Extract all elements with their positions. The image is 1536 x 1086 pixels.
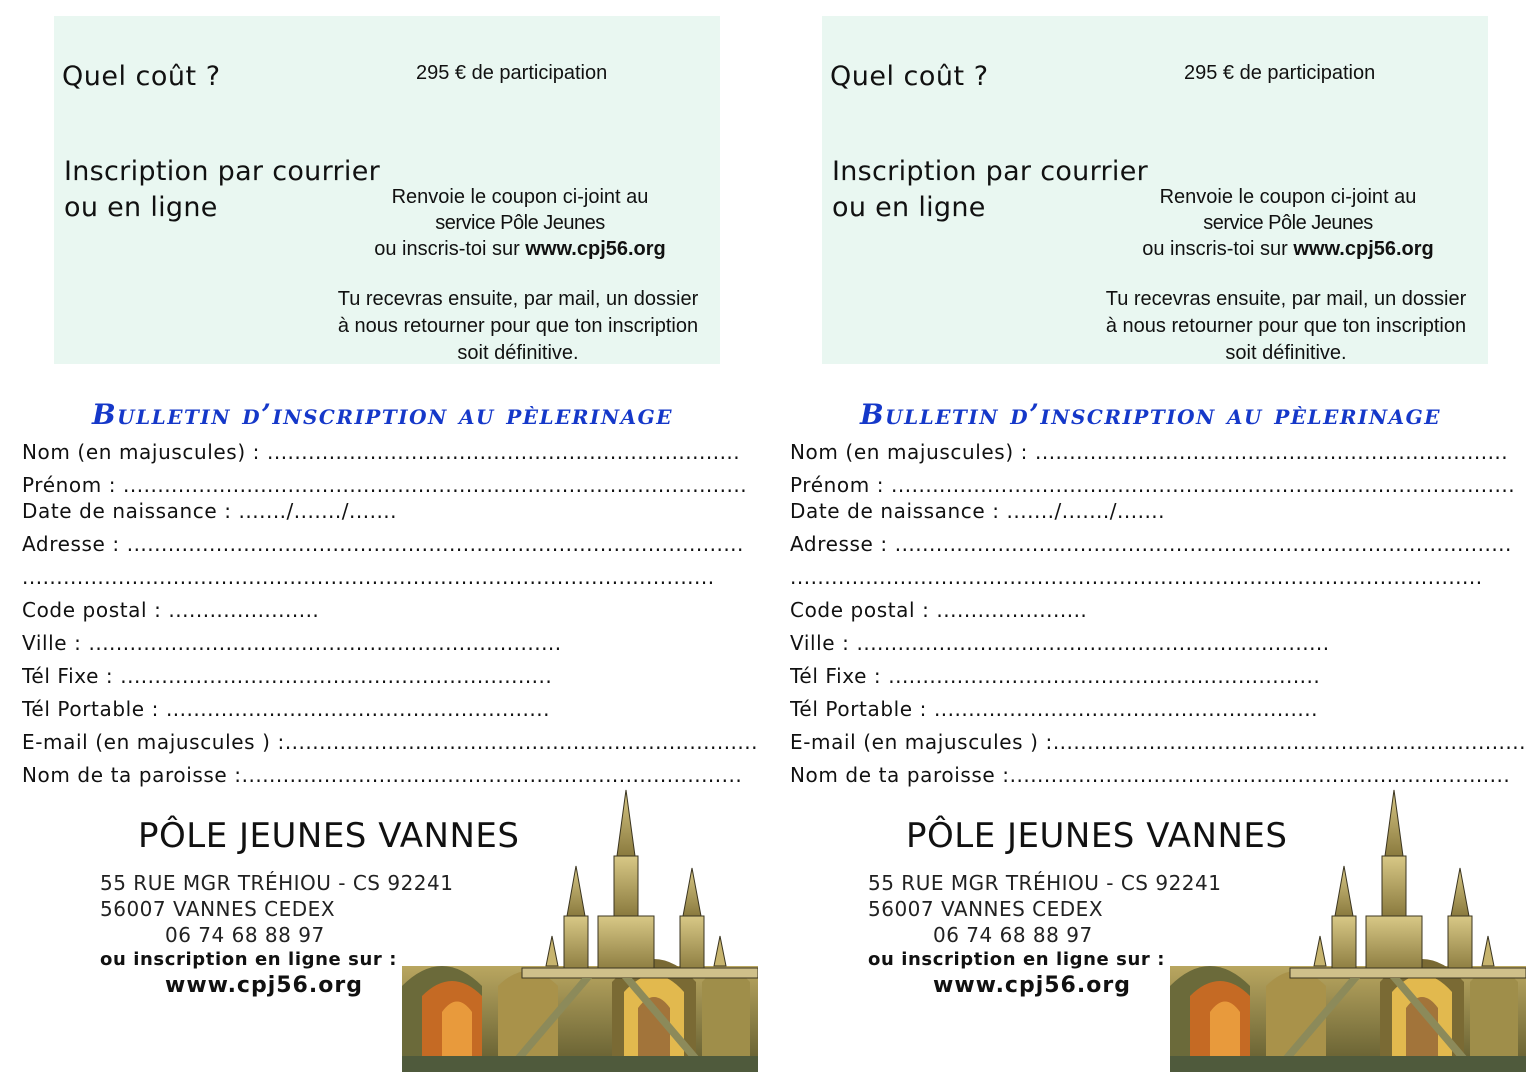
cost-value: 295 € de participation: [416, 62, 608, 84]
form-field-blank[interactable]: .....................................................................: [284, 730, 758, 754]
form-field-blank[interactable]: ..........................................................................................: [894, 532, 1512, 556]
form-field-row[interactable]: [22, 631, 562, 655]
form-field-blank[interactable]: ........................................................: [165, 697, 550, 721]
form-field-label: Prénom :: [790, 473, 892, 497]
form-field-label: Code postal :: [790, 598, 937, 622]
form-field-row[interactable]: [790, 763, 1510, 787]
dossier-line1: Tu recevras ensuite, par mail, un dossier: [1105, 288, 1467, 310]
instruction-line2: service Pôle Jeunes: [1203, 212, 1373, 234]
instruction-line3-prefix: ou inscris-toi sur: [1142, 238, 1294, 260]
form-field-label: Prénom :: [22, 473, 124, 497]
form-field-row[interactable]: [790, 730, 1526, 754]
form-field-row[interactable]: [22, 664, 552, 688]
form-field-label: Date de naissance :: [790, 499, 1007, 523]
inscription-heading-line2: ou en ligne: [832, 192, 986, 223]
inscription-heading-line1: Inscription par courrier: [64, 156, 381, 187]
form-field-blank[interactable]: .........................................................................: [241, 763, 743, 787]
form-field-row[interactable]: [22, 440, 740, 464]
dossier-line2: à nous retourner pour que ton inscription: [1105, 315, 1467, 337]
form-field-blank[interactable]: .....................................................................: [88, 631, 562, 655]
form-field-label: Nom (en majuscules) :: [790, 440, 1035, 464]
form-field-blank[interactable]: ..........................................................................................: [126, 532, 744, 556]
online-registration-text: ou inscription en ligne sur :: [868, 949, 1166, 970]
address-line2: 56007 VANNES CEDEX: [100, 897, 336, 921]
form-field-label: Ville :: [790, 631, 857, 655]
inscription-instructions: [316, 184, 724, 262]
form-field-label: Ville :: [22, 631, 89, 655]
cost-heading: Quel coût ?: [62, 61, 221, 92]
basilica-illustration: [1170, 786, 1526, 1072]
form-field-label: Tél Fixe :: [22, 664, 121, 688]
dossier-note: [316, 286, 720, 367]
form-field-row[interactable]: [790, 499, 1165, 523]
form-field-row[interactable]: [22, 532, 744, 556]
form-field-row[interactable]: [790, 598, 1087, 622]
online-registration-url[interactable]: www.cpj56.org: [933, 973, 1131, 998]
form-field-label: Nom (en majuscules) :: [22, 440, 267, 464]
dossier-line2: à nous retourner pour que ton inscription: [337, 315, 699, 337]
form-field-blank[interactable]: ...............................................................: [888, 664, 1321, 688]
instruction-line2: service Pôle Jeunes: [435, 212, 605, 234]
form-field-row[interactable]: [22, 697, 550, 721]
form-field-blank[interactable]: .....................................................................: [1052, 730, 1526, 754]
instruction-line3: [316, 236, 724, 262]
info-box: [822, 16, 1488, 364]
coupon-panel-right: [768, 0, 1536, 1086]
form-field-row[interactable]: [790, 631, 1330, 655]
inscription-instructions: [1084, 184, 1492, 262]
info-box: [54, 16, 720, 364]
website-link[interactable]: www.cpj56.org: [525, 238, 666, 260]
website-link[interactable]: www.cpj56.org: [1293, 238, 1434, 260]
form-field-row[interactable]: [790, 565, 1483, 589]
form-field-row[interactable]: [22, 499, 397, 523]
dossier-line1: Tu recevras ensuite, par mail, un dossier: [337, 288, 699, 310]
bulletin-title: Bulletin d’inscription au pèlerinage: [860, 398, 1441, 431]
form-field-row[interactable]: [790, 697, 1318, 721]
instruction-line1: Renvoie le coupon ci-joint au: [391, 186, 649, 208]
dossier-line3: soit définitive.: [457, 342, 579, 364]
form-field-label: Nom de ta paroisse :: [790, 763, 1010, 787]
form-field-row[interactable]: [22, 473, 747, 497]
form-field-label: Adresse :: [790, 532, 895, 556]
address-line2: 56007 VANNES CEDEX: [868, 897, 1104, 921]
form-field-blank[interactable]: .....................................................................................................: [790, 565, 1483, 589]
dossier-note: [1084, 286, 1488, 367]
form-field-blank[interactable]: ......................: [168, 598, 320, 622]
form-field-row[interactable]: [790, 664, 1320, 688]
form-field-blank[interactable]: ...........................................................................................: [123, 473, 748, 497]
cost-value: 295 € de participation: [1184, 62, 1376, 84]
form-field-label: Tél Portable :: [790, 697, 934, 721]
form-field-blank[interactable]: ........................................................: [933, 697, 1318, 721]
instruction-line3: [1084, 236, 1492, 262]
org-name: PÔLE JEUNES VANNES: [138, 816, 520, 856]
form-field-blank[interactable]: ......................: [936, 598, 1088, 622]
form-field-blank[interactable]: .....................................................................: [266, 440, 741, 464]
form-field-label: Code postal :: [22, 598, 169, 622]
form-field-label: E-mail (en majuscules ) :: [22, 730, 285, 754]
phone-number: 06 74 68 88 97: [165, 923, 325, 947]
bulletin-title: Bulletin d’inscription au pèlerinage: [92, 398, 673, 431]
inscription-heading-line2: ou en ligne: [64, 192, 218, 223]
address-line1: 55 RUE MGR TRÉHIOU - CS 92241: [100, 871, 454, 895]
form-field-row[interactable]: [22, 565, 715, 589]
address-line1: 55 RUE MGR TRÉHIOU - CS 92241: [868, 871, 1222, 895]
form-field-blank[interactable]: ...........................................................................................: [891, 473, 1516, 497]
form-field-row[interactable]: [790, 532, 1512, 556]
form-field-blank[interactable]: ......./......./.......: [1006, 499, 1166, 523]
form-field-label: Tél Portable :: [22, 697, 166, 721]
form-field-label: Nom de ta paroisse :: [22, 763, 242, 787]
form-field-row[interactable]: [790, 473, 1515, 497]
form-field-blank[interactable]: .....................................................................: [1034, 440, 1509, 464]
instruction-line3-prefix: ou inscris-toi sur: [374, 238, 526, 260]
form-field-row[interactable]: [22, 598, 319, 622]
form-field-label: Tél Fixe :: [790, 664, 889, 688]
form-field-blank[interactable]: ......./......./.......: [238, 499, 398, 523]
form-field-blank[interactable]: .....................................................................................................: [22, 565, 715, 589]
inscription-heading-line1: Inscription par courrier: [832, 156, 1149, 187]
instruction-line1: Renvoie le coupon ci-joint au: [1159, 186, 1417, 208]
org-name: PÔLE JEUNES VANNES: [906, 816, 1288, 856]
form-field-blank[interactable]: .....................................................................: [856, 631, 1330, 655]
form-field-row[interactable]: [790, 440, 1508, 464]
form-field-label: E-mail (en majuscules ) :: [790, 730, 1053, 754]
form-field-row[interactable]: [22, 763, 742, 787]
form-field-label: Date de naissance :: [22, 499, 239, 523]
online-registration-url[interactable]: www.cpj56.org: [165, 973, 363, 998]
phone-number: 06 74 68 88 97: [933, 923, 1093, 947]
form-field-blank[interactable]: ...............................................................: [120, 664, 553, 688]
cost-heading: Quel coût ?: [830, 61, 989, 92]
form-field-label: Adresse :: [22, 532, 127, 556]
basilica-illustration: [402, 786, 758, 1072]
form-field-blank[interactable]: .........................................................................: [1009, 763, 1511, 787]
form-field-row[interactable]: [22, 730, 758, 754]
dossier-line3: soit définitive.: [1225, 342, 1347, 364]
online-registration-text: ou inscription en ligne sur :: [100, 949, 398, 970]
